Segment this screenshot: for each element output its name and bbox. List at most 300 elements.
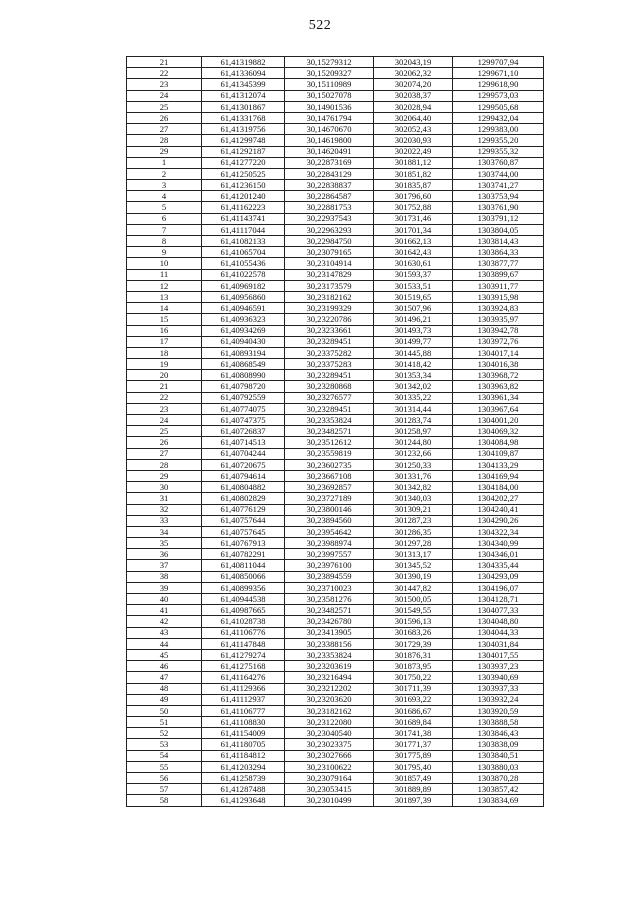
longitude-cell: 30,15110989 [285, 79, 374, 90]
longitude-cell: 30,23667108 [285, 470, 374, 481]
table-row [127, 269, 544, 280]
table-row [127, 426, 544, 437]
table-row [127, 68, 544, 79]
longitude-cell: 30,23353824 [285, 415, 374, 426]
y-coordinate-cell: 1299671,10 [453, 68, 544, 79]
table-row [127, 728, 544, 739]
latitude-cell: 61,41277220 [202, 157, 285, 168]
x-coordinate-cell: 302052,43 [374, 124, 453, 135]
x-coordinate-cell: 301549,55 [374, 605, 453, 616]
y-coordinate-cell: 1303846,43 [453, 728, 544, 739]
latitude-cell: 61,41279274 [202, 649, 285, 660]
point-number-cell: 49 [127, 694, 202, 705]
x-coordinate-cell: 301331,76 [374, 470, 453, 481]
x-coordinate-cell: 301283,74 [374, 415, 453, 426]
x-coordinate-cell: 301418,42 [374, 359, 453, 370]
table-row [127, 694, 544, 705]
x-coordinate-cell: 301711,39 [374, 683, 453, 694]
table-row [127, 79, 544, 90]
point-number-cell: 51 [127, 717, 202, 728]
latitude-cell: 61,40704244 [202, 448, 285, 459]
point-number-cell: 22 [127, 68, 202, 79]
latitude-cell: 61,41319882 [202, 57, 285, 68]
point-number-cell: 34 [127, 526, 202, 537]
latitude-cell: 61,41117044 [202, 224, 285, 235]
x-coordinate-cell: 301795,40 [374, 761, 453, 772]
point-number-cell: 54 [127, 750, 202, 761]
longitude-cell: 30,23692857 [285, 482, 374, 493]
point-number-cell: 47 [127, 672, 202, 683]
x-coordinate-cell: 301342,82 [374, 482, 453, 493]
latitude-cell: 61,41022578 [202, 269, 285, 280]
table-row [127, 124, 544, 135]
longitude-cell: 30,15279312 [285, 57, 374, 68]
y-coordinate-cell: 1304128,71 [453, 594, 544, 605]
y-coordinate-cell: 1303937,33 [453, 683, 544, 694]
table-row [127, 526, 544, 537]
y-coordinate-cell: 1303804,05 [453, 224, 544, 235]
longitude-cell: 30,23203620 [285, 694, 374, 705]
latitude-cell: 61,40798720 [202, 381, 285, 392]
table-row [127, 347, 544, 358]
y-coordinate-cell: 1299618,90 [453, 79, 544, 90]
y-coordinate-cell: 1303932,24 [453, 694, 544, 705]
table-row [127, 705, 544, 716]
table-row [127, 303, 544, 314]
y-coordinate-cell: 1303937,23 [453, 661, 544, 672]
table-row [127, 325, 544, 336]
table-row [127, 392, 544, 403]
y-coordinate-cell: 1299355,32 [453, 146, 544, 157]
y-coordinate-cell: 1303942,78 [453, 325, 544, 336]
latitude-cell: 61,41028738 [202, 616, 285, 627]
longitude-cell: 30,23388156 [285, 638, 374, 649]
y-coordinate-cell: 1304184,00 [453, 482, 544, 493]
x-coordinate-cell: 301741,38 [374, 728, 453, 739]
table-row [127, 157, 544, 168]
point-number-cell: 12 [127, 280, 202, 291]
table-row [127, 773, 544, 784]
table-row [127, 112, 544, 123]
table-row [127, 101, 544, 112]
x-coordinate-cell: 301851,82 [374, 168, 453, 179]
y-coordinate-cell: 1304133,29 [453, 459, 544, 470]
y-coordinate-cell: 1303760,87 [453, 157, 544, 168]
latitude-cell: 61,41201240 [202, 191, 285, 202]
latitude-cell: 61,40794614 [202, 470, 285, 481]
table-row [127, 291, 544, 302]
y-coordinate-cell: 1303961,34 [453, 392, 544, 403]
point-number-cell: 18 [127, 347, 202, 358]
longitude-cell: 30,22838837 [285, 180, 374, 191]
y-coordinate-cell: 1304016,38 [453, 359, 544, 370]
latitude-cell: 61,41345399 [202, 79, 285, 90]
x-coordinate-cell: 301447,82 [374, 582, 453, 593]
longitude-cell: 30,15027078 [285, 90, 374, 101]
longitude-cell: 30,23581276 [285, 594, 374, 605]
longitude-cell: 30,23079165 [285, 247, 374, 258]
y-coordinate-cell: 1304109,87 [453, 448, 544, 459]
x-coordinate-cell: 301496,21 [374, 314, 453, 325]
x-coordinate-cell: 302028,94 [374, 101, 453, 112]
x-coordinate-cell: 301729,39 [374, 638, 453, 649]
table-row [127, 236, 544, 247]
point-number-cell: 16 [127, 325, 202, 336]
latitude-cell: 61,41108830 [202, 717, 285, 728]
longitude-cell: 30,22843129 [285, 168, 374, 179]
y-coordinate-cell: 1303972,76 [453, 336, 544, 347]
latitude-cell: 61,41147848 [202, 638, 285, 649]
longitude-cell: 30,23122080 [285, 717, 374, 728]
y-coordinate-cell: 1304044,33 [453, 627, 544, 638]
y-coordinate-cell: 1299355,20 [453, 135, 544, 146]
latitude-cell: 61,40757644 [202, 515, 285, 526]
x-coordinate-cell: 301297,28 [374, 538, 453, 549]
point-number-cell: 29 [127, 470, 202, 481]
longitude-cell: 30,23199329 [285, 303, 374, 314]
y-coordinate-cell: 1304346,01 [453, 549, 544, 560]
longitude-cell: 30,22963293 [285, 224, 374, 235]
table-row [127, 359, 544, 370]
table-row [127, 493, 544, 504]
x-coordinate-cell: 301686,67 [374, 705, 453, 716]
longitude-cell: 30,23147829 [285, 269, 374, 280]
point-number-cell: 20 [127, 370, 202, 381]
y-coordinate-cell: 1304202,27 [453, 493, 544, 504]
table-row [127, 582, 544, 593]
x-coordinate-cell: 301593,37 [374, 269, 453, 280]
latitude-cell: 61,41319756 [202, 124, 285, 135]
y-coordinate-cell: 1303814,43 [453, 236, 544, 247]
y-coordinate-cell: 1303753,94 [453, 191, 544, 202]
x-coordinate-cell: 301519,65 [374, 291, 453, 302]
x-coordinate-cell: 301500,05 [374, 594, 453, 605]
x-coordinate-cell: 301701,34 [374, 224, 453, 235]
point-number-cell: 36 [127, 549, 202, 560]
point-number-cell: 8 [127, 236, 202, 247]
longitude-cell: 30,23954642 [285, 526, 374, 537]
longitude-cell: 30,23353824 [285, 649, 374, 660]
latitude-cell: 61,41180705 [202, 739, 285, 750]
point-number-cell: 24 [127, 415, 202, 426]
y-coordinate-cell: 1304293,09 [453, 571, 544, 582]
point-number-cell: 10 [127, 258, 202, 269]
table-row [127, 739, 544, 750]
latitude-cell: 61,40776129 [202, 504, 285, 515]
point-number-cell: 11 [127, 269, 202, 280]
latitude-cell: 61,40987665 [202, 605, 285, 616]
table-row [127, 437, 544, 448]
latitude-cell: 61,40802829 [202, 493, 285, 504]
y-coordinate-cell: 1303877,77 [453, 258, 544, 269]
table-row [127, 191, 544, 202]
latitude-cell: 61,41336094 [202, 68, 285, 79]
point-number-cell: 1 [127, 157, 202, 168]
y-coordinate-cell: 1303963,82 [453, 381, 544, 392]
longitude-cell: 30,23276577 [285, 392, 374, 403]
table-row [127, 616, 544, 627]
latitude-cell: 61,41301867 [202, 101, 285, 112]
table-row [127, 57, 544, 68]
y-coordinate-cell: 1303761,90 [453, 202, 544, 213]
x-coordinate-cell: 301345,52 [374, 560, 453, 571]
longitude-cell: 30,23375282 [285, 347, 374, 358]
latitude-cell: 61,40808990 [202, 370, 285, 381]
y-coordinate-cell: 1304335,44 [453, 560, 544, 571]
latitude-cell: 61,40944538 [202, 594, 285, 605]
longitude-cell: 30,23216494 [285, 672, 374, 683]
longitude-cell: 30,23413905 [285, 627, 374, 638]
latitude-cell: 61,40899356 [202, 582, 285, 593]
longitude-cell: 30,15209327 [285, 68, 374, 79]
table-row [127, 247, 544, 258]
x-coordinate-cell: 301752,88 [374, 202, 453, 213]
table-row [127, 314, 544, 325]
point-number-cell: 6 [127, 213, 202, 224]
latitude-cell: 61,40940430 [202, 336, 285, 347]
x-coordinate-cell: 301889,89 [374, 784, 453, 795]
y-coordinate-cell: 1303870,28 [453, 773, 544, 784]
longitude-cell: 30,23010499 [285, 795, 374, 806]
x-coordinate-cell: 301313,17 [374, 549, 453, 560]
point-number-cell: 45 [127, 649, 202, 660]
x-coordinate-cell: 301499,77 [374, 336, 453, 347]
table-row [127, 605, 544, 616]
x-coordinate-cell: 302030,93 [374, 135, 453, 146]
x-coordinate-cell: 301642,43 [374, 247, 453, 258]
x-coordinate-cell: 301232,66 [374, 448, 453, 459]
table-row [127, 482, 544, 493]
x-coordinate-cell: 301493,73 [374, 325, 453, 336]
point-number-cell: 28 [127, 135, 202, 146]
latitude-cell: 61,40792559 [202, 392, 285, 403]
point-number-cell: 39 [127, 582, 202, 593]
point-number-cell: 13 [127, 291, 202, 302]
point-number-cell: 23 [127, 79, 202, 90]
y-coordinate-cell: 1299505,68 [453, 101, 544, 112]
latitude-cell: 61,41065704 [202, 247, 285, 258]
point-number-cell: 21 [127, 381, 202, 392]
table-row [127, 549, 544, 560]
latitude-cell: 61,41236150 [202, 180, 285, 191]
latitude-cell: 61,41258739 [202, 773, 285, 784]
table-row [127, 761, 544, 772]
x-coordinate-cell: 302038,37 [374, 90, 453, 101]
longitude-cell: 30,23203619 [285, 661, 374, 672]
x-coordinate-cell: 301630,61 [374, 258, 453, 269]
point-number-cell: 5 [127, 202, 202, 213]
x-coordinate-cell: 301353,34 [374, 370, 453, 381]
x-coordinate-cell: 301796,60 [374, 191, 453, 202]
x-coordinate-cell: 302064,40 [374, 112, 453, 123]
y-coordinate-cell: 1304077,33 [453, 605, 544, 616]
longitude-cell: 30,23233661 [285, 325, 374, 336]
y-coordinate-cell: 1303924,83 [453, 303, 544, 314]
longitude-cell: 30,23182162 [285, 705, 374, 716]
point-number-cell: 41 [127, 605, 202, 616]
y-coordinate-cell: 1303968,72 [453, 370, 544, 381]
table-row [127, 403, 544, 414]
table-row [127, 571, 544, 582]
longitude-cell: 30,23040540 [285, 728, 374, 739]
point-number-cell: 46 [127, 661, 202, 672]
y-coordinate-cell: 1303967,64 [453, 403, 544, 414]
table-row [127, 594, 544, 605]
x-coordinate-cell: 301876,31 [374, 649, 453, 660]
point-number-cell: 7 [127, 224, 202, 235]
longitude-cell: 30,23079164 [285, 773, 374, 784]
point-number-cell: 19 [127, 359, 202, 370]
y-coordinate-cell: 1303880,03 [453, 761, 544, 772]
longitude-cell: 30,14619800 [285, 135, 374, 146]
longitude-cell: 30,23289451 [285, 336, 374, 347]
point-number-cell: 21 [127, 57, 202, 68]
y-coordinate-cell: 1304290,26 [453, 515, 544, 526]
table-row [127, 649, 544, 660]
point-number-cell: 31 [127, 493, 202, 504]
latitude-cell: 61,41299748 [202, 135, 285, 146]
longitude-cell: 30,23426780 [285, 616, 374, 627]
latitude-cell: 61,40757645 [202, 526, 285, 537]
latitude-cell: 61,41055436 [202, 258, 285, 269]
table-row [127, 258, 544, 269]
y-coordinate-cell: 1304169,94 [453, 470, 544, 481]
x-coordinate-cell: 301596,13 [374, 616, 453, 627]
y-coordinate-cell: 1304340,99 [453, 538, 544, 549]
longitude-cell: 30,23027666 [285, 750, 374, 761]
longitude-cell: 30,23212202 [285, 683, 374, 694]
x-coordinate-cell: 302043,19 [374, 57, 453, 68]
latitude-cell: 61,40934269 [202, 325, 285, 336]
latitude-cell: 61,41112937 [202, 694, 285, 705]
latitude-cell: 61,40946591 [202, 303, 285, 314]
y-coordinate-cell: 1299432,04 [453, 112, 544, 123]
latitude-cell: 61,41250525 [202, 168, 285, 179]
latitude-cell: 61,40747375 [202, 415, 285, 426]
table-row [127, 795, 544, 806]
y-coordinate-cell: 1304322,34 [453, 526, 544, 537]
y-coordinate-cell: 1299573,03 [453, 90, 544, 101]
latitude-cell: 61,40714513 [202, 437, 285, 448]
point-number-cell: 23 [127, 403, 202, 414]
table-row [127, 180, 544, 191]
point-number-cell: 50 [127, 705, 202, 716]
latitude-cell: 61,40893194 [202, 347, 285, 358]
latitude-cell: 61,40811044 [202, 560, 285, 571]
latitude-cell: 61,41331768 [202, 112, 285, 123]
point-number-cell: 9 [127, 247, 202, 258]
longitude-cell: 30,23289451 [285, 370, 374, 381]
latitude-cell: 61,41106777 [202, 705, 285, 716]
y-coordinate-cell: 1303741,27 [453, 180, 544, 191]
x-coordinate-cell: 302062,32 [374, 68, 453, 79]
latitude-cell: 61,40782291 [202, 549, 285, 560]
point-number-cell: 4 [127, 191, 202, 202]
x-coordinate-cell: 301445,88 [374, 347, 453, 358]
latitude-cell: 61,40774075 [202, 403, 285, 414]
y-coordinate-cell: 1303888,58 [453, 717, 544, 728]
latitude-cell: 61,41203294 [202, 761, 285, 772]
y-coordinate-cell: 1303911,77 [453, 280, 544, 291]
point-number-cell: 26 [127, 437, 202, 448]
y-coordinate-cell: 1303940,69 [453, 672, 544, 683]
y-coordinate-cell: 1299383,00 [453, 124, 544, 135]
table-row [127, 784, 544, 795]
point-number-cell: 57 [127, 784, 202, 795]
point-number-cell: 56 [127, 773, 202, 784]
table-row [127, 470, 544, 481]
table-row [127, 750, 544, 761]
x-coordinate-cell: 301693,22 [374, 694, 453, 705]
longitude-cell: 30,22873169 [285, 157, 374, 168]
x-coordinate-cell: 301881,12 [374, 157, 453, 168]
y-coordinate-cell: 1304048,80 [453, 616, 544, 627]
y-coordinate-cell: 1299707,94 [453, 57, 544, 68]
latitude-cell: 61,41082133 [202, 236, 285, 247]
y-coordinate-cell: 1304196,07 [453, 582, 544, 593]
y-coordinate-cell: 1304017,14 [453, 347, 544, 358]
latitude-cell: 61,40804882 [202, 482, 285, 493]
point-number-cell: 44 [127, 638, 202, 649]
point-number-cell: 35 [127, 538, 202, 549]
coordinates-table [126, 56, 544, 807]
longitude-cell: 30,23375283 [285, 359, 374, 370]
y-coordinate-cell: 1303840,51 [453, 750, 544, 761]
longitude-cell: 30,23280868 [285, 381, 374, 392]
longitude-cell: 30,23976100 [285, 560, 374, 571]
point-number-cell: 30 [127, 482, 202, 493]
table-row [127, 538, 544, 549]
x-coordinate-cell: 301340,03 [374, 493, 453, 504]
table-row [127, 448, 544, 459]
table-row [127, 560, 544, 571]
y-coordinate-cell: 1303920,59 [453, 705, 544, 716]
latitude-cell: 61,40726837 [202, 426, 285, 437]
longitude-cell: 30,23289451 [285, 403, 374, 414]
y-coordinate-cell: 1304031,84 [453, 638, 544, 649]
point-number-cell: 22 [127, 392, 202, 403]
longitude-cell: 30,14901536 [285, 101, 374, 112]
point-number-cell: 27 [127, 448, 202, 459]
latitude-cell: 61,41154009 [202, 728, 285, 739]
latitude-cell: 61,40868549 [202, 359, 285, 370]
y-coordinate-cell: 1303838,09 [453, 739, 544, 750]
y-coordinate-cell: 1303791,12 [453, 213, 544, 224]
y-coordinate-cell: 1303899,67 [453, 269, 544, 280]
latitude-cell: 61,40767913 [202, 538, 285, 549]
latitude-cell: 61,41287488 [202, 784, 285, 795]
point-number-cell: 25 [127, 101, 202, 112]
table-row [127, 515, 544, 526]
table-row [127, 638, 544, 649]
longitude-cell: 30,23104914 [285, 258, 374, 269]
point-number-cell: 33 [127, 515, 202, 526]
longitude-cell: 30,23710023 [285, 582, 374, 593]
y-coordinate-cell: 1304084,98 [453, 437, 544, 448]
table-row [127, 672, 544, 683]
latitude-cell: 61,40720675 [202, 459, 285, 470]
longitude-cell: 30,23482571 [285, 605, 374, 616]
x-coordinate-cell: 301873,95 [374, 661, 453, 672]
x-coordinate-cell: 301258,97 [374, 426, 453, 437]
longitude-cell: 30,14620491 [285, 146, 374, 157]
point-number-cell: 55 [127, 761, 202, 772]
table-row [127, 717, 544, 728]
longitude-cell: 30,23100622 [285, 761, 374, 772]
table-row [127, 381, 544, 392]
latitude-cell: 61,41143741 [202, 213, 285, 224]
latitude-cell: 61,40956860 [202, 291, 285, 302]
